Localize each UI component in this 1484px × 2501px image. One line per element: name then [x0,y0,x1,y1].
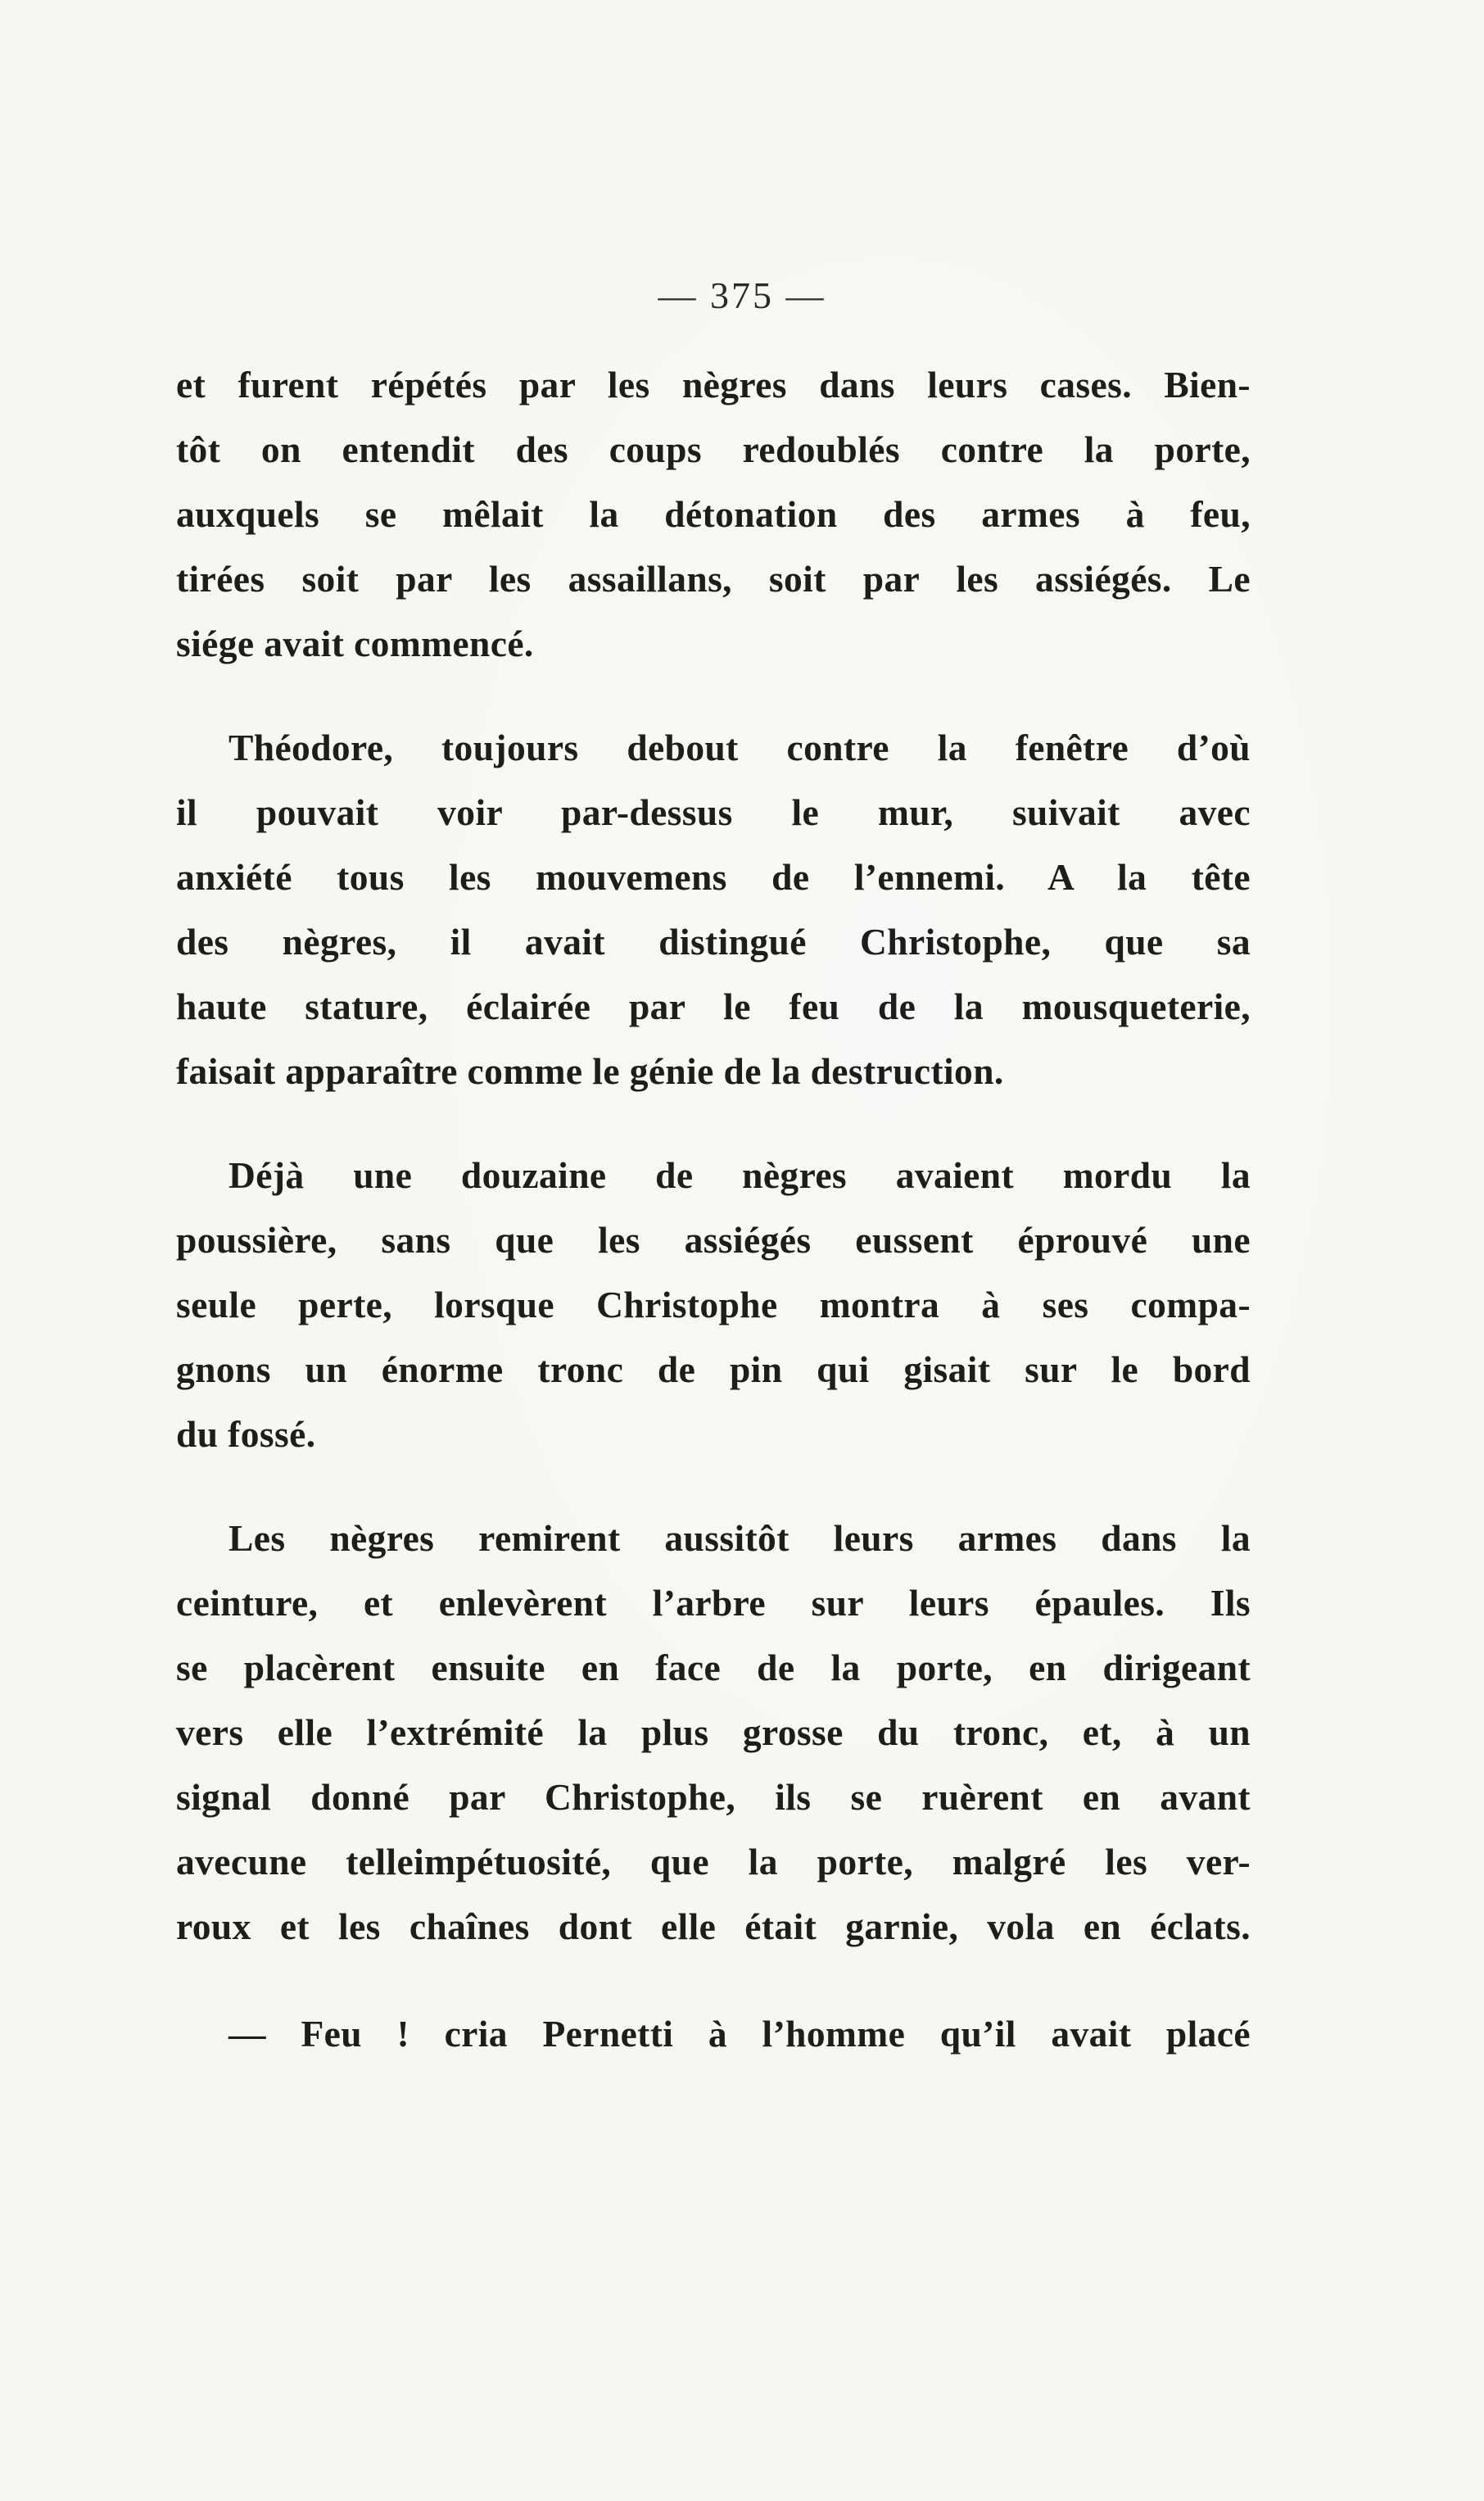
text-line: du fossé. [176,1413,316,1455]
paragraph [176,352,1251,676]
paragraph [176,2001,1251,2066]
text-line: Déjà une douzaine de nègres avaient mordu la [228,1154,1251,1196]
text-line: il pouvait voir par-dessus le mur, suivait avec [176,791,1251,833]
paragraph [176,1506,1251,1959]
text-line: des nègres, il avait distingué Christophe, que sa [176,921,1251,963]
text-line: siége avait commencé. [176,623,534,664]
text-line: — Feu ! cria Pernetti à l’homme qu’il avait placé [228,2013,1251,2055]
body-text [176,352,1251,2104]
text-line: Les nègres remirent aussitôt leurs armes dans la [228,1517,1251,1559]
text-line: gnons un énorme tronc de pin qui gisait sur le bord [176,1348,1251,1390]
text-line: ceinture, et enlevèrent l’arbre sur leurs épaules. Ils [176,1582,1251,1624]
text-line: signal donné par Christophe, ils se ruèrent en avant [176,1776,1251,1818]
text-line: poussière, sans que les assiégés eussent éprouvé une [176,1219,1251,1261]
paragraph [176,1143,1251,1466]
text-line: vers elle l’extrémité la plus grosse du tronc, et, à un [176,1711,1251,1753]
text-line: avecune telleimpétuosité, que la porte, malgré les ver- [176,1841,1251,1883]
text-line: se placèrent ensuite en face de la porte, en dirigeant [176,1647,1251,1688]
text-line: tirées soit par les assaillans, soit par les assiégés. Le [176,558,1251,600]
text-line: anxiété tous les mouvemens de l’ennemi. A la tête [176,856,1251,898]
text-line: seule perte, lorsque Christophe montra à ses compa- [176,1284,1251,1325]
text-line: faisait apparaître comme le génie de la destruction. [176,1050,1004,1092]
text-line: roux et les chaînes dont elle était garnie, vola en éclats. [176,1905,1251,1947]
paragraph [176,715,1251,1103]
page-number: — 375 — [658,274,826,316]
text-line: Théodore, toujours debout contre la fenêtre d’où [228,727,1251,768]
text-line: haute stature, éclairée par le feu de la mousqueterie, [176,985,1251,1027]
text-line: tôt on entendit des coups redoublés contre la porte, [176,428,1251,470]
text-line: auxquels se mêlait la détonation des armes à feu, [176,493,1251,535]
text-line: et furent répétés par les nègres dans leurs cases. Bien- [176,364,1251,406]
